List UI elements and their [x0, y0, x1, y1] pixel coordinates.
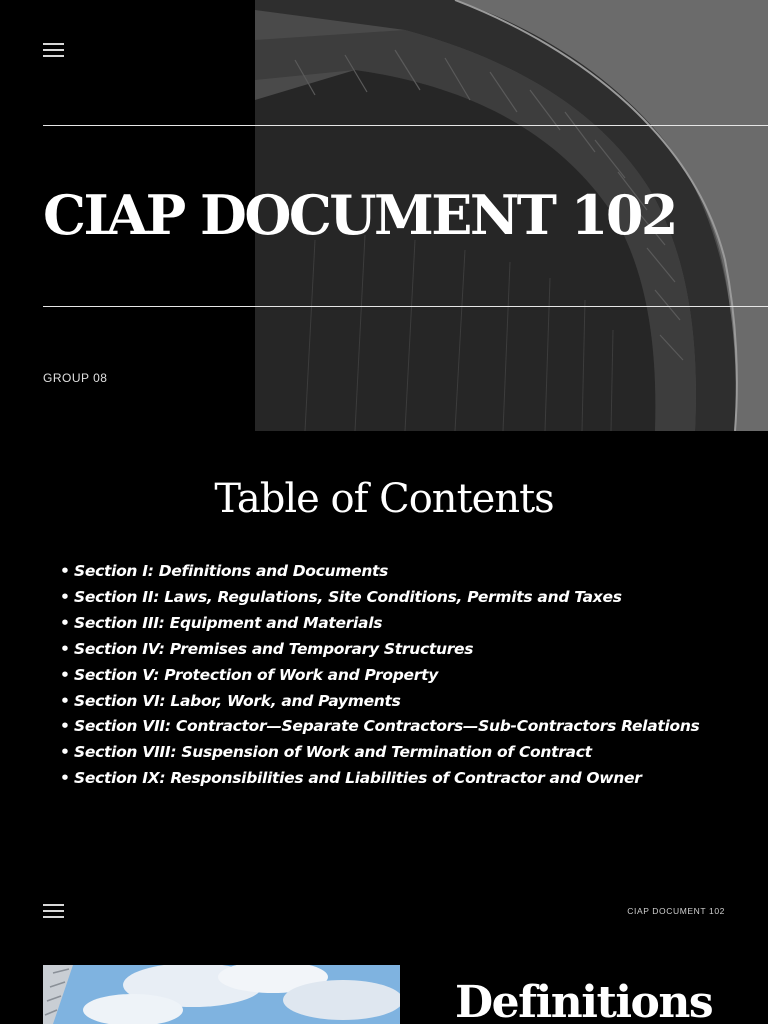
- toc-item-label: Section III: Equipment and Materials: [74, 613, 383, 632]
- toc-list: [60, 559, 760, 792]
- toc-item-label: Section IX: Responsibilities and Liabilities of Contractor and Owner: [74, 769, 642, 788]
- document-title: CIAP DOCUMENT 102: [43, 183, 676, 247]
- toc-heading: Table of Contents: [214, 476, 554, 522]
- toc-item: [60, 663, 760, 689]
- bullet-icon: •: [60, 665, 70, 684]
- toc-item: [60, 766, 760, 792]
- sky-illustration: [43, 965, 400, 1024]
- section-heading: Definitions: [455, 977, 713, 1024]
- toc-item-label: Section I: Definitions and Documents: [74, 562, 389, 580]
- bullet-icon: •: [60, 562, 70, 580]
- toc-item-label: Section V: Protection of Work and Property: [74, 665, 439, 684]
- toc-item-label: Section VII: Contractor—Separate Contractors—Sub-Contractors Relations: [74, 717, 700, 736]
- bullet-icon: •: [60, 769, 70, 788]
- toc-item-label: Section II: Laws, Regulations, Site Conditions, Permits and Taxes: [74, 587, 622, 606]
- toc-item: [60, 740, 760, 766]
- bullet-icon: •: [60, 743, 70, 762]
- page-header-title: CIAP DOCUMENT 102: [627, 906, 725, 916]
- toc-item: [60, 585, 760, 611]
- toc-item-label: Section IV: Premises and Temporary Structures: [74, 639, 474, 658]
- title-bottom-rule: [43, 306, 768, 307]
- bullet-icon: •: [60, 691, 70, 710]
- bullet-icon: •: [60, 587, 70, 606]
- toc-item: [60, 637, 760, 663]
- hamburger-menu-icon[interactable]: [43, 903, 64, 919]
- hamburger-menu-icon[interactable]: [43, 42, 64, 58]
- cover-section: [0, 0, 768, 431]
- building-sky-photo: [43, 965, 400, 1024]
- toc-item: [60, 689, 760, 715]
- toc-item: [60, 714, 760, 740]
- toc-item: [60, 611, 760, 637]
- toc-item: [60, 559, 760, 585]
- toc-item-label: Section VIII: Suspension of Work and Termination of Contract: [74, 743, 592, 762]
- bullet-icon: •: [60, 613, 70, 632]
- group-label: GROUP 08: [43, 371, 108, 385]
- bullet-icon: •: [60, 639, 70, 658]
- bullet-icon: •: [60, 717, 70, 736]
- title-top-rule: [43, 125, 768, 126]
- toc-item-label: Section VI: Labor, Work, and Payments: [74, 691, 401, 710]
